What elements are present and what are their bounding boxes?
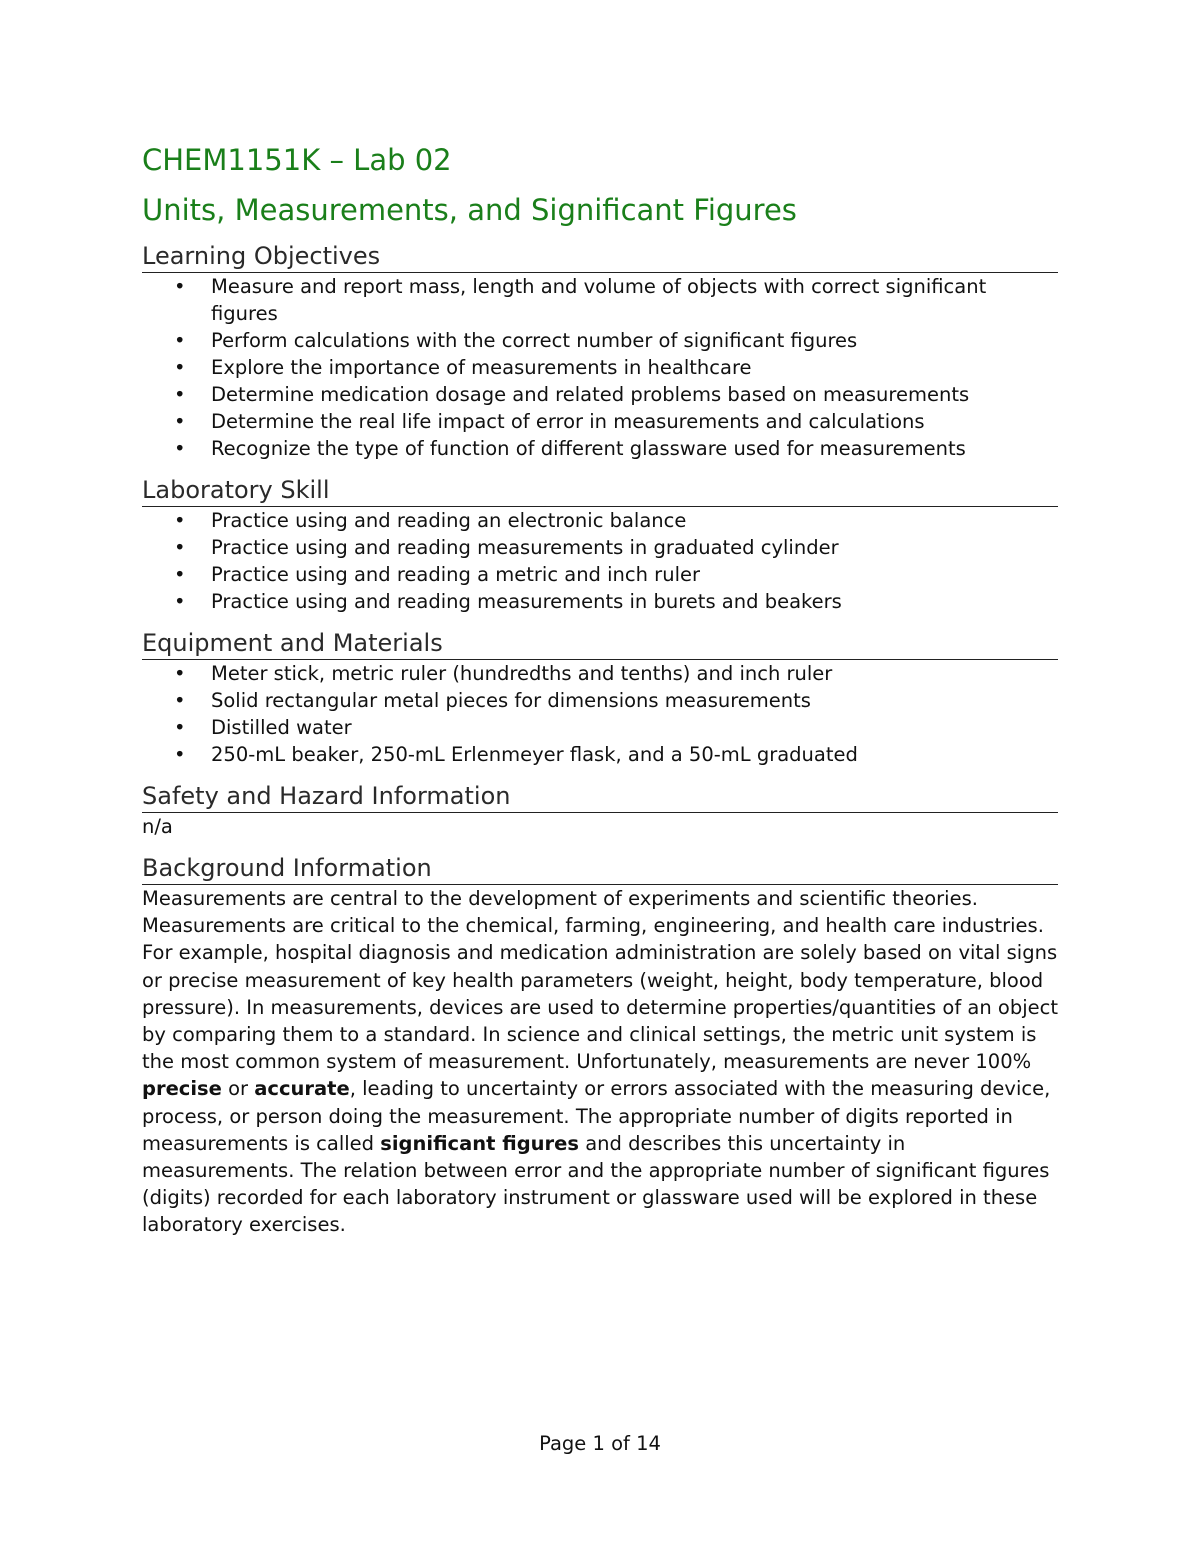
- list-item: • Solid rectangular metal pieces for dimensions measurements: [142, 687, 1058, 714]
- page-number-footer: Page 1 of 14: [539, 1432, 661, 1455]
- background-section: [142, 852, 1058, 1239]
- list-item: • Determine medication dosage and related problems based on measurements: [142, 381, 1058, 408]
- equipment-heading: Equipment and Materials: [142, 627, 1058, 660]
- background-text-1: Measurements are central to the development of experiments and scientific theories. Measurements are critical to the chemical, farming, engineering, and health care industries. For example, hospital diagnosis and medication administration are solely based on vital signs or precise measurement of key health parameters (weight, height, body temperature, blood pressure). In measurements, devices are used to determine properties/quantities of an object by comparing them to a standard. In science and clinical settings, the metric unit system is the most common system of measurement. Unfortunately, measurements are never 100%: [142, 887, 1059, 1074]
- equipment-list: [142, 660, 1058, 768]
- laboratory-skill-heading: Laboratory Skill: [142, 474, 1058, 507]
- list-item: • Determine the real life impact of error in measurements and calculations: [142, 408, 1058, 435]
- laboratory-skill-section: [142, 474, 1058, 615]
- learning-objectives-section: [142, 240, 1058, 462]
- safety-section: [142, 780, 1058, 840]
- background-text-4: and describes this uncertainty in measurements. The relation between error and the appropriate number of significant figures (digits) recorded for each laboratory instrument or glassware used will be explored in these laboratory exercises.: [142, 1131, 1050, 1237]
- list-item: • Practice using and reading a metric and inch ruler: [142, 561, 1058, 588]
- list-item: • Perform calculations with the correct number of significant figures: [142, 327, 1058, 354]
- list-item: • Measure and report mass, length and volume of objects with correct significant figures: [142, 273, 1058, 327]
- document-page: [142, 138, 1058, 1239]
- list-item: • Meter stick, metric ruler (hundredths and tenths) and inch ruler: [142, 660, 1058, 687]
- document-subtitle: Units, Measurements, and Significant Figures: [142, 193, 797, 227]
- term-accurate: accurate: [254, 1077, 350, 1101]
- term-significant-figures: significant figures: [380, 1131, 579, 1155]
- background-text-3: , leading to uncertainty or errors associated with the measuring device, process, or person doing the measurement. The appropriate number of digits reported in measurements is called: [142, 1077, 1051, 1155]
- list-item: • Practice using and reading an electronic balance: [142, 507, 1058, 534]
- list-item: • Distilled water: [142, 714, 1058, 741]
- term-precise: precise: [142, 1077, 222, 1101]
- learning-objectives-heading: Learning Objectives: [142, 240, 1058, 273]
- list-item: • 250-mL beaker, 250-mL Erlenmeyer flask, and a 50-mL graduated: [142, 741, 1058, 768]
- document-title: CHEM1151K – Lab 02: [142, 143, 452, 177]
- list-item: • Practice using and reading measurements in graduated cylinder: [142, 534, 1058, 561]
- list-item: • Recognize the type of function of different glassware used for measurements: [142, 435, 1058, 462]
- background-text-2: or: [221, 1077, 255, 1101]
- background-heading: Background Information: [142, 852, 1058, 885]
- list-item: • Explore the importance of measurements in healthcare: [142, 354, 1058, 381]
- safety-text: n/a: [142, 815, 173, 838]
- equipment-section: [142, 627, 1058, 768]
- list-item: • Practice using and reading measurements in burets and beakers: [142, 588, 1058, 615]
- safety-heading: Safety and Hazard Information: [142, 780, 1058, 813]
- background-paragraph: [142, 885, 1058, 1239]
- laboratory-skill-list: [142, 507, 1058, 615]
- learning-objectives-list: [142, 273, 1058, 462]
